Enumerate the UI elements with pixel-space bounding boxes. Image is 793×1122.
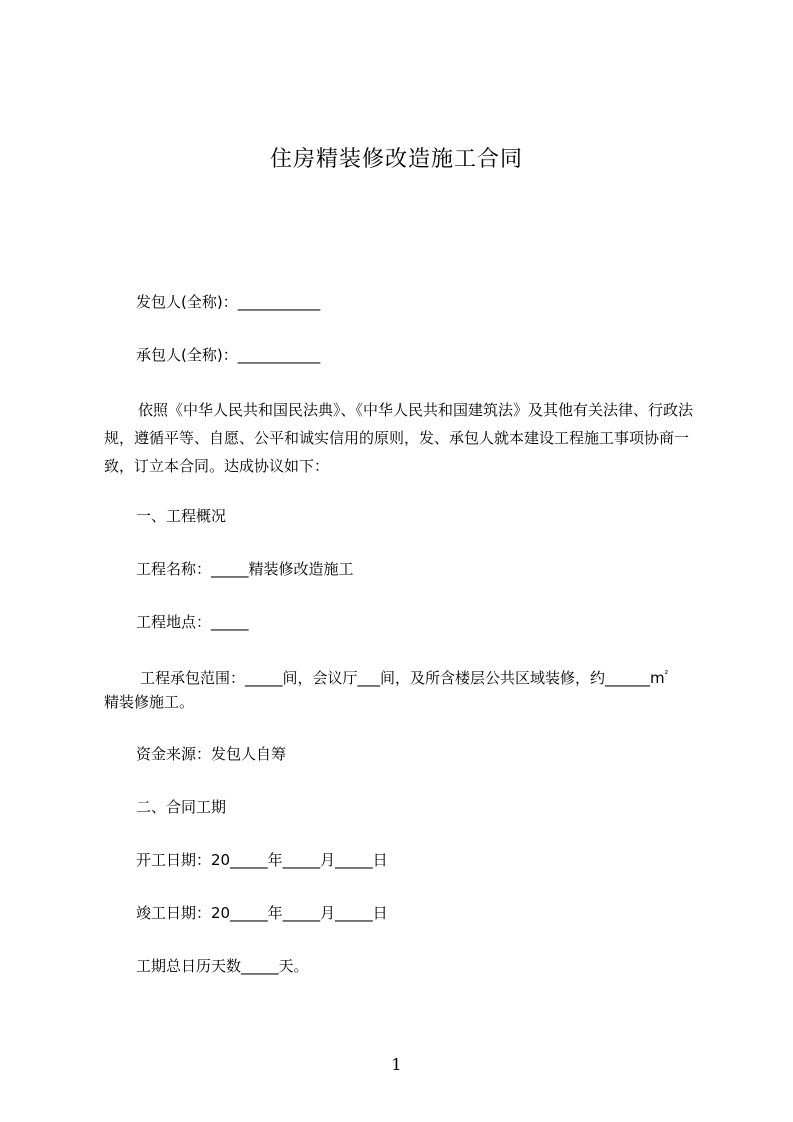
employer-line: 发包人(全称)：___________: [136, 293, 321, 311]
preamble-text: 依照《中华人民共和国民法典》、《中华人民共和国建筑法》及其他有关法律、行政法规，遵循平等、自愿、公平和诚实信用的原则，发、承包人就本建设工程施工事项协商一致，订立本合同。达成协议如下：: [104, 401, 694, 475]
preamble-paragraph: [104, 396, 710, 480]
square-meter-superscript: ²: [664, 670, 669, 680]
funding-line: 资金来源：发包人自筹: [136, 745, 287, 763]
project-location-line: 工程地点：_____: [136, 613, 249, 631]
scope-line: [140, 665, 668, 688]
section2-heading: 二、合同工期: [136, 798, 227, 816]
scope-continued-line: 精装修施工。: [104, 693, 195, 711]
total-days-line: 工期总日历天数_____天。: [136, 957, 309, 975]
start-date-line: 开工日期：20_____年_____月_____日: [136, 851, 388, 869]
project-name-line: 工程名称：_____精装修改造施工: [136, 560, 354, 578]
page-number: 1: [391, 1055, 402, 1074]
scope-text: 工程承包范围：_____间，会议厅___间，及所含楼层公共区域装修，约______m: [140, 669, 665, 687]
contractor-line: 承包人(全称)：___________: [136, 346, 321, 364]
section1-heading: 一、工程概况: [136, 507, 227, 525]
document-title: 住房精装修改造施工合同: [269, 147, 523, 172]
completion-date-line: 竣工日期：20_____年_____月_____日: [136, 904, 388, 922]
